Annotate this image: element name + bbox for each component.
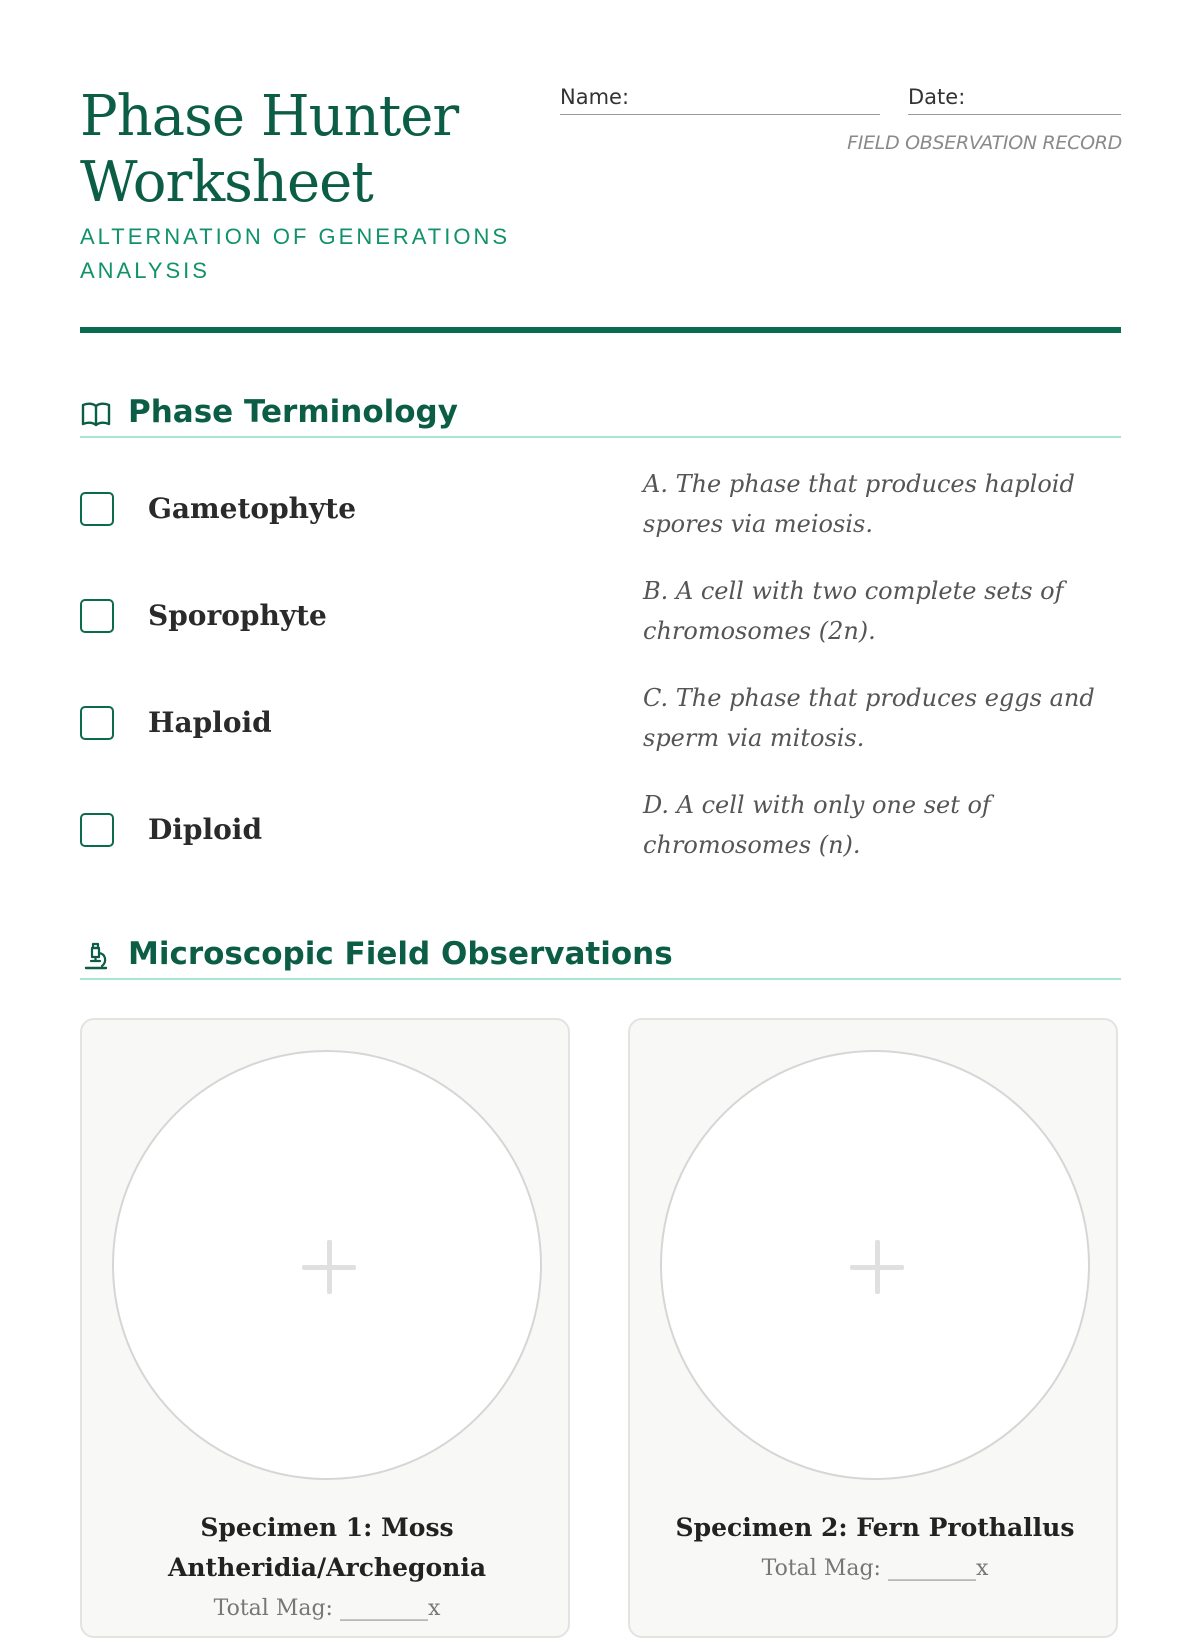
term-row <box>80 783 1121 875</box>
section-terminology-header <box>80 388 1121 438</box>
microscope-viewfield[interactable] <box>660 1050 1090 1480</box>
term-checkbox[interactable] <box>80 599 114 633</box>
specimen-title: Specimen 2: Fern Prothallus <box>675 1513 1075 1542</box>
term-checkbox[interactable] <box>80 492 114 526</box>
term-row <box>80 569 1121 661</box>
definition-text: C. The phase that produces eggs and sperm via mitosis. <box>643 684 1095 752</box>
term-label: Haploid <box>148 706 272 739</box>
header-divider <box>80 327 1121 333</box>
crosshair-icon <box>850 1240 904 1294</box>
microscope-viewfield[interactable] <box>112 1050 542 1480</box>
term-label: Gametophyte <box>148 492 357 525</box>
section-terminology-title: Phase Terminology <box>128 394 458 430</box>
term-label: Sporophyte <box>148 599 327 632</box>
term-row <box>80 676 1121 768</box>
microscope-icon <box>80 940 112 972</box>
open-book-icon <box>80 398 112 430</box>
page-title: Phase Hunter Worksheet <box>80 84 459 215</box>
section-observations-title: Microscopic Field Observations <box>128 936 673 972</box>
record-tag: FIELD OBSERVATION RECORD <box>847 132 1122 154</box>
total-mag-field[interactable]: Total Mag: ________x <box>761 1556 989 1581</box>
section-observations-header <box>80 930 1121 980</box>
term-checkbox[interactable] <box>80 706 114 740</box>
page-subtitle: ALTERNATION OF GENERATIONS ANALYSIS <box>80 224 511 283</box>
definition-text: A. The phase that produces haploid spores via meiosis. <box>643 470 1075 538</box>
definition-text: B. A cell with two complete sets of chromosomes (2n). <box>643 577 1064 645</box>
name-label: Name: <box>560 85 630 109</box>
crosshair-icon <box>302 1240 356 1294</box>
term-checkbox[interactable] <box>80 813 114 847</box>
specimen-card-2 <box>628 1018 1118 1638</box>
date-field[interactable] <box>908 82 1121 115</box>
definition-text: D. A cell with only one set of chromosomes (n). <box>643 791 991 859</box>
term-row <box>80 462 1121 554</box>
total-mag-field[interactable]: Total Mag: ________x <box>213 1596 441 1621</box>
specimen-card-1 <box>80 1018 570 1638</box>
name-field[interactable] <box>560 82 880 115</box>
specimen-title: Specimen 1: Moss Antheridia/Archegonia <box>167 1513 487 1582</box>
date-label: Date: <box>908 85 966 109</box>
term-label: Diploid <box>148 813 263 846</box>
